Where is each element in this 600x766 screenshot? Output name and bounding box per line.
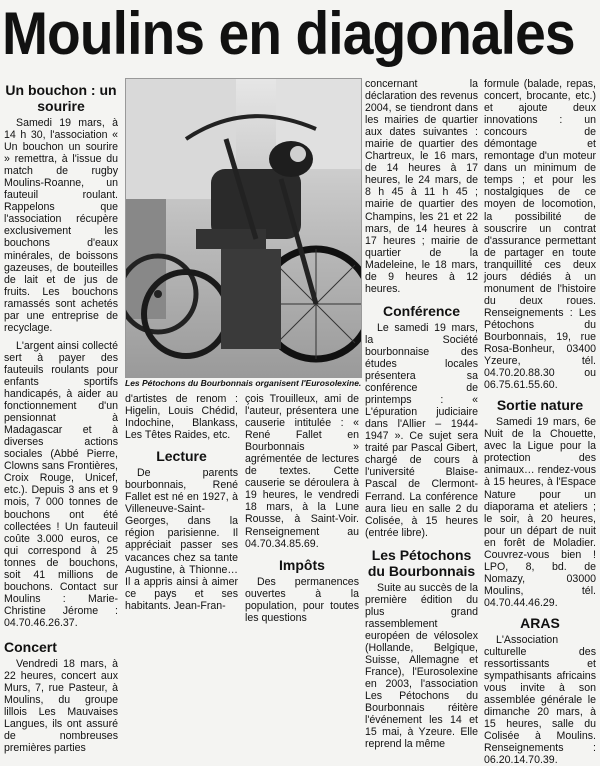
paragraph: Le samedi 19 mars, la Société bourbonnaise des études locales présentera sa conférence de printemps : « L'épuration judiciaire dans l'Allier – 1944-1947 ». Ce sujet sera traité par Pascal Gibert, chargé de cours à l'université Blaise-Pascal de Clermont-Ferrand. La conférence aura lieu en salle 2 du Colisée, à 15 heures (entrée libre). xyxy=(365,321,478,539)
section-heading-sortie-nature: Sortie nature xyxy=(496,397,584,414)
bicycle-photo-illustration xyxy=(126,79,361,377)
paragraph: De parents bourbonnais, René Fallet est né en 1927, à Villeneuve-Saint-Georges, dans la région parisienne. Il appréciait passer ses vacances chez sa tante Augustine, à Thionne… Il a appris ainsi à aimer ce pays et ses habitants. Jean-Fran- xyxy=(125,467,238,612)
paragraph: Suite au succès de la première édition du plus grand rassemblement européen de vélosolex (Hollande, Belgique, Suisse, Allemagne et France), l'Eurosolexine en 2003, l'association Les Pétochons du Bourbonnais réitère l'événement les 14 et 15 mai, à Yzeure. Elle reprend la même xyxy=(365,581,478,751)
paragraph: L'argent ainsi collecté sert à payer des fauteuils roulants pour enfants sportifs handicapés, à aider au fonctionnement d'un pensionnat à Madagascar et à diverses actions sociales (Abbé Pierre, Clowns sans Frontières, Croix Rouge, Unicef, etc.). Depuis 3 ans et 9 mois, 7 000 tonnes de bouchons ont été collectées ! Un fauteuil coûte 3.000 euros, ce qui correspond à 25 tonnes de bouchons, soit 41 millions de bouchons. Contact sur Moulins : Marie-Christine Jérome : 04.70.46.26.37. xyxy=(4,339,118,629)
section-heading-petochons: Les Pétochons du Bourbonnais xyxy=(367,546,476,579)
headline: Moulins en diagonales xyxy=(2,0,575,67)
section-heading-concert: Concert xyxy=(4,638,57,655)
column-2 xyxy=(125,393,238,612)
section-heading-bouchon: Un bouchon : un sourire xyxy=(5,82,117,114)
paragraph: Des permanences ouvertes à la population, pour toutes les questions xyxy=(245,575,359,624)
section-heading-conference: Conférence xyxy=(382,302,461,319)
paragraph: çois Trouilleux, ami de l'auteur, présentera une causerie intitulée : « René Fallet en Bourbonnais » agrémentée de lectures de textes. Cette causerie se déroulera à 19 heures, le vendredi 18 mars, à la Lune Rousse, à Saint-Voir. Renseignement au 04.70.34.85.69. xyxy=(245,393,359,550)
paragraph: d'artistes de renom : Higelin, Louis Chédid, Indochine, Blankass, Les Têtes Raides, etc. xyxy=(125,393,238,442)
section-heading-impots: Impôts xyxy=(279,556,325,573)
column-3 xyxy=(245,393,359,624)
section-heading-aras: ARAS xyxy=(520,614,560,631)
paragraph: concernant la déclaration des revenus 2004, se tiendront dans les mairies de quartier aux dates suivantes : mairie de quartier des Chartreux, le 16 mars, de 14 heures à 17 heures, le 24 mars, de 8 h 45 à 11 h 45 ; mairie de quartier des Champins, les 21 et 22 mars, de 14 heures à 17 heures ; mairie de quartier de la Madeleine, le 18 mars, de 9 heures à 12 heures. xyxy=(365,78,478,295)
paragraph: Samedi 19 mars, 6e Nuit de la Chouette, avec la Ligue pour la protection des animaux… rendez-vous à 15 heures, à l'Espace Nature pour un diaporama et ateliers ; le soir, à 20 heures, pour un départ de nuit en forêt de Moladier. Couvrez-vous bien ! LPO, 8, bd. de Nomazy, 03000 Moulins, tél. 04.70.44.46.29. xyxy=(484,416,596,609)
paragraph: Vendredi 18 mars, à 22 heures, concert aux Murs, 7, rue Pasteur, à Moulins, du groupe lillois Les Mauvaises Langues, ils ont assuré de nombreuses premières parties xyxy=(4,657,118,755)
column-1 xyxy=(4,78,118,754)
paragraph: L'Association culturelle des ressortissants et sympathisants africains vous invite à son assemblée générale le dimanche 20 mars, à 15 heures, salle du Colisée à Moulins. Renseignements : 06.20.14.70.39. xyxy=(484,633,596,766)
section-heading-lecture: Lecture xyxy=(156,448,207,465)
photo-caption: Les Pétochons du Bourbonnais organisent l'Eurosolexine. xyxy=(125,378,362,388)
paragraph: formule (balade, repas, concert, brocante, etc.) et ajoute deux innovations : un concours de démontage et remontage d'un moteur dans un minimum de temps ; et pour les nostalgiques de ce moyen de locomotion, la possibilité de souscrire un contrat d'assurance permettant de partager en toute tranquillité ces deux jours dédiés à un monument de l'histoire du deux roues. Renseignements : Les Pétochons du Bourbonnais, 19, rue Rosa-Bonheur, 03400 Yzeure, tél. 04.70.20.88.30 ou 06.75.61.55.60. xyxy=(484,78,596,392)
column-4 xyxy=(365,78,478,750)
column-5 xyxy=(484,78,596,766)
solex-photo xyxy=(125,78,362,378)
paragraph: Samedi 19 mars, à 14 h 30, l'association « Un bouchon un sourire » remettra, à l'issue du match de rugby Moulins-Roanne, un fauteuil roulant. Rappelons que l'association récupère exclusivement les bouchons d'eaux minérales, de boissons gazeuses, de bouteilles de lait et de jus de fruits. Les bouchons ramassés sont achetés par une entreprise de recyclage. xyxy=(4,117,118,334)
